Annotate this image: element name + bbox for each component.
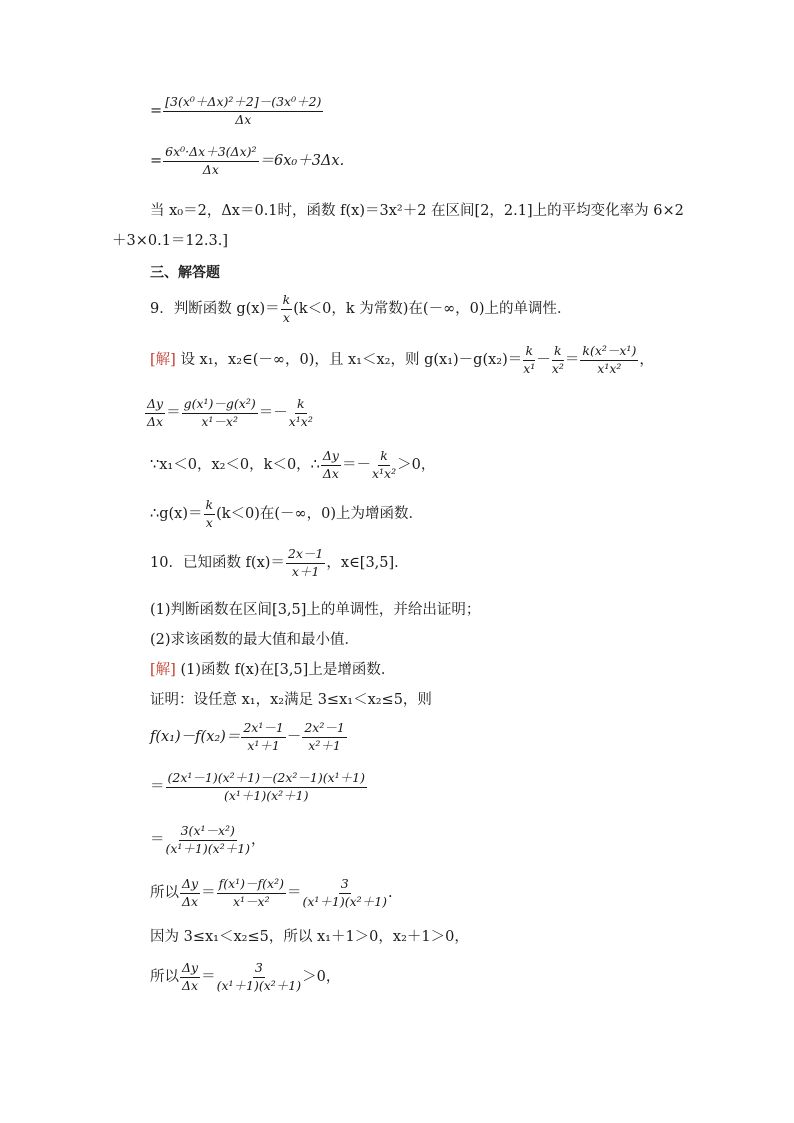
solution-line: [150, 663, 395, 678]
sub-question-1: (1)判断函数在区间[3,5]上的单调性，并给出证明；: [150, 602, 481, 618]
paragraph-line: ＋3×0.1＝12.3.]: [112, 233, 228, 249]
solution-tag: [解]: [150, 662, 176, 678]
operator: ＝: [286, 885, 302, 901]
difference-quotient-line: [144, 398, 314, 428]
fraction: [163, 146, 258, 176]
numerator: k: [281, 294, 293, 310]
numerator: 3(x¹－x²): [179, 825, 237, 841]
fraction: [552, 345, 564, 375]
fraction: [166, 825, 251, 855]
text: (k＜0，k 为常数)在(－∞，0)上的单调性．: [293, 301, 572, 317]
fraction: [145, 398, 165, 428]
fraction: [302, 722, 346, 752]
equals-sign: =: [150, 153, 163, 169]
numerator: f(x¹)－f(x²): [217, 878, 286, 894]
numerator: [3(x⁰＋Δx)²＋2]－(3x⁰＋2): [163, 96, 323, 112]
denominator: (x¹＋1)(x²＋1): [165, 840, 251, 856]
text: 所以: [150, 885, 179, 901]
operator: ＝－: [342, 457, 371, 473]
denominator: Δx: [182, 977, 199, 993]
numerator: 2x¹－1: [241, 722, 285, 738]
proof-fraction-line: [150, 722, 348, 752]
punctuation: ，: [251, 832, 266, 848]
solution-tag: [解]: [150, 352, 176, 368]
numerator: 3: [339, 878, 351, 894]
numerator: k: [523, 345, 535, 361]
fraction: [217, 878, 286, 908]
numerator: Δy: [180, 878, 200, 894]
numerator: Δy: [180, 962, 200, 978]
numerator: k: [552, 345, 564, 361]
denominator: x¹－x²: [232, 893, 270, 909]
text: ，x∈[3,5]．: [326, 555, 409, 571]
denominator: x¹－x²: [201, 413, 238, 429]
numerator: Δy: [321, 450, 341, 466]
proof-fraction-line: [150, 825, 266, 855]
operator: －: [286, 729, 302, 745]
proof-line: 证明：设任意 x₁，x₂满足 3≤x₁＜x₂≤5，则: [150, 692, 432, 708]
text: 10．已知函数 f(x)＝: [150, 555, 285, 571]
fraction: [180, 878, 200, 908]
numerator: g(x¹)－g(x²): [182, 398, 258, 414]
operator: －: [536, 352, 551, 368]
fraction: [372, 450, 396, 480]
denominator: Δx: [147, 413, 164, 429]
operator: ＝: [201, 885, 216, 901]
text: ∵x₁＜0，x₂＜0，k＜0，∴: [150, 457, 320, 473]
numerator: 3: [253, 962, 265, 978]
text: ＞0，: [302, 969, 341, 985]
denominator: x¹＋1: [247, 737, 280, 753]
sub-question-2: (2)求该函数的最大值和最小值．: [150, 632, 360, 648]
fraction: [204, 499, 216, 529]
problem-9-statement: [150, 294, 572, 324]
text: ∴g(x)＝: [150, 506, 203, 522]
proof-fraction-line: [150, 878, 393, 908]
equals-sign: =: [150, 103, 163, 119]
fraction: [163, 96, 323, 126]
denominator: (x¹＋1)(x²＋1): [216, 977, 302, 993]
operator: ＝: [150, 779, 165, 795]
numerator: k: [378, 450, 390, 466]
denominator: x＋1: [291, 563, 320, 579]
text: ＞0，: [397, 457, 436, 473]
result-text: ＝6x₀＋3Δx.: [259, 153, 345, 169]
denominator: x: [282, 309, 290, 325]
section-heading: 三、解答题: [150, 265, 220, 281]
fraction: [302, 878, 387, 908]
fraction: [182, 398, 258, 428]
fraction: [241, 722, 285, 752]
denominator: x¹x²: [288, 413, 313, 429]
operator: ＝: [150, 832, 165, 848]
text: (1)函数 f(x)在[3,5]上是增函数．: [180, 662, 396, 678]
text: f(x₁)－f(x₂)＝: [150, 729, 241, 745]
denominator: Δx: [182, 893, 199, 909]
operator: ＝: [564, 352, 580, 368]
text: 9．判断函数 g(x)＝: [150, 301, 280, 317]
denominator: (x¹＋1)(x²＋1): [223, 787, 309, 803]
denominator: (x¹＋1)(x²＋1): [302, 893, 388, 909]
solution-fraction-line-2: [150, 146, 344, 176]
fraction: [166, 772, 367, 802]
fraction: [523, 345, 535, 375]
denominator: x²＋1: [308, 737, 341, 753]
problem-10-statement: [150, 548, 409, 578]
denominator: x¹x²: [597, 360, 622, 376]
numerator: 2x²－1: [302, 722, 346, 738]
denominator: x²: [551, 360, 564, 376]
numerator: Δy: [145, 398, 165, 414]
fraction: [217, 962, 302, 992]
operator: ＝: [201, 969, 216, 985]
numerator: k: [295, 398, 307, 414]
fraction: [321, 450, 341, 480]
fraction: [281, 294, 293, 324]
numerator: k(x²－x¹): [580, 345, 638, 361]
denominator: Δx: [322, 465, 339, 481]
text: 设 x₁，x₂∈(－∞，0)，且 x₁＜x₂，则 g(x₁)－g(x₂)＝: [180, 352, 523, 368]
denominator: x: [205, 514, 213, 530]
fraction: [289, 398, 313, 428]
numerator: k: [204, 499, 216, 515]
proof-line: 因为 3≤x₁＜x₂≤5，所以 x₁＋1＞0，x₂＋1＞0，: [150, 929, 469, 945]
denominator: x¹: [523, 360, 536, 376]
numerator: 2x－1: [286, 548, 325, 564]
denominator: x¹x²: [372, 465, 397, 481]
operator: ＝: [166, 405, 181, 421]
punctuation: .: [388, 885, 393, 901]
solution-fraction-line-1: [150, 96, 324, 126]
because-line: [150, 450, 435, 480]
denominator: Δx: [202, 161, 219, 177]
fraction: [286, 548, 325, 578]
fraction: [580, 345, 638, 375]
proof-fraction-line: [150, 772, 368, 802]
denominator: Δx: [235, 111, 252, 127]
solution-line: [150, 345, 654, 375]
text: 所以: [150, 969, 179, 985]
paragraph-line: 当 x₀＝2，Δx＝0.1时，函数 f(x)＝3x²＋2 在区间[2，2.1]上的平均变化率为 6×2: [150, 203, 684, 219]
numerator: (2x¹－1)(x²＋1)－(2x²－1)(x¹＋1): [166, 772, 367, 788]
fraction: [180, 962, 200, 992]
punctuation: ，: [639, 352, 654, 368]
numerator: 6x⁰·Δx＋3(Δx)²: [163, 146, 258, 162]
text: (k＜0)在(－∞，0)上为增函数．: [216, 506, 424, 522]
proof-fraction-line: [150, 962, 340, 992]
operator: ＝－: [258, 405, 288, 421]
therefore-line: [150, 499, 423, 529]
